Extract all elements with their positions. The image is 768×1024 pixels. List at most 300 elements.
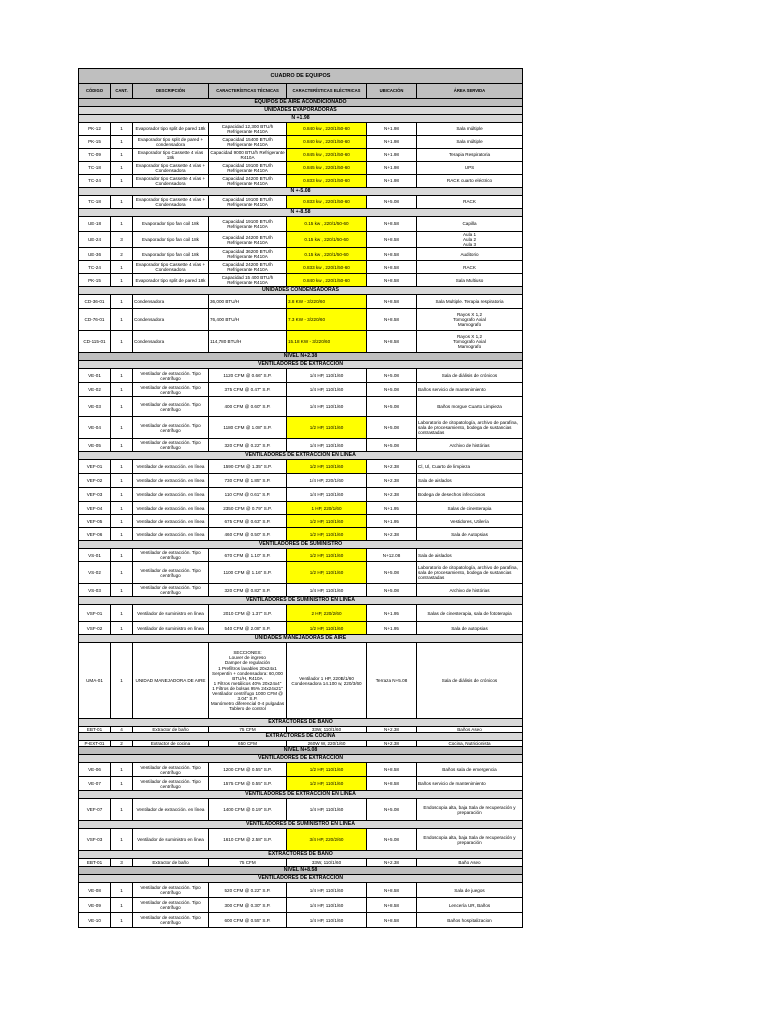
cell-caracteristicas-tecnicas: 1610 CFM @ 2.58" S.P. bbox=[209, 829, 287, 851]
subsection-title: VENTILADORES DE EXTRACCIÓN bbox=[79, 361, 523, 369]
cell-area-servida: UPS bbox=[417, 162, 523, 175]
cell-area-servida: RACK bbox=[417, 261, 523, 274]
cell-cantidad: 1 bbox=[111, 777, 133, 791]
cell-caracteristicas-tecnicas: Capacidad 15 400 BTU/h Refrigerante R410A bbox=[209, 274, 287, 287]
cell-cantidad: 3 bbox=[111, 232, 133, 248]
cell-area-servida: Archivo de histórias bbox=[417, 584, 523, 597]
cell-cantidad: 1 bbox=[111, 439, 133, 452]
subsection-header-row bbox=[79, 107, 523, 115]
cell-ubicacion: N+2.38 bbox=[367, 859, 417, 867]
cell-caracteristicas-tecnicas: 114,780 BTU/H bbox=[209, 331, 287, 353]
subsection-header-row bbox=[79, 791, 523, 799]
cell-area-servida: Baños hospitalizacion bbox=[417, 913, 523, 928]
subsection-title: VENTILADORES DE EXTRACCIÓN bbox=[79, 875, 523, 883]
cell-caracteristicas-electricas: 0.840 kw , 220/1/50-60 bbox=[287, 136, 367, 149]
cell-descripcion: Evaporador tipo Cassette 4 vías + Condensadora bbox=[133, 162, 209, 175]
section-band-title: NIVEL N+8.58 bbox=[79, 867, 523, 875]
table-row bbox=[79, 515, 523, 528]
table-row bbox=[79, 369, 523, 383]
cell-caracteristicas-tecnicas: Capacidad 24200 BTU/h Refrigerante R410A bbox=[209, 261, 287, 274]
cell-codigo: TC-24 bbox=[79, 261, 111, 274]
cell-ubicacion: N+5.08 bbox=[367, 369, 417, 383]
cell-cantidad: 1 bbox=[111, 474, 133, 488]
cell-caracteristicas-tecnicas: 650 CFM bbox=[209, 741, 287, 747]
cell-caracteristicas-electricas: 0.833 kw , 220/1/50-60 bbox=[287, 175, 367, 188]
cell-codigo: VS-01 bbox=[79, 549, 111, 562]
cell-codigo: VE-06 bbox=[79, 763, 111, 777]
cell-descripcion: Extractor de baño bbox=[133, 727, 209, 733]
cell-codigo: VSF-02 bbox=[79, 622, 111, 635]
cell-descripcion: Ventilador de extracción. Tipo centrífugo bbox=[133, 383, 209, 397]
subsection-title: EXTRACTORES DE COCINA bbox=[79, 733, 523, 741]
table-row bbox=[79, 829, 523, 851]
cell-area-servida: Bodega de desechos infecciosos bbox=[417, 488, 523, 502]
cell-ubicacion: N+1.95 bbox=[367, 515, 417, 528]
cell-cantidad: 1 bbox=[111, 149, 133, 162]
table-row bbox=[79, 460, 523, 474]
cell-codigo: PK-12 bbox=[79, 123, 111, 136]
cell-ubicacion: N+8.58 bbox=[367, 248, 417, 261]
cell-ubicacion: N+5.08 bbox=[367, 799, 417, 821]
cell-descripcion: Ventilador de extracción. Tipo centrífugo bbox=[133, 763, 209, 777]
cell-caracteristicas-electricas: 1/2 HP, 110/1/60 bbox=[287, 417, 367, 439]
cell-descripcion: Extractor de cocina bbox=[133, 741, 209, 747]
cell-caracteristicas-electricas: 1/2 HP, 110/1/60 bbox=[287, 777, 367, 791]
cell-codigo: TC-18 bbox=[79, 196, 111, 209]
cell-descripcion: UNIDAD MANEJADORA DE AIRE bbox=[133, 643, 209, 719]
section-band-title: NIVEL N+2.38 bbox=[79, 353, 523, 361]
section-band-row bbox=[79, 747, 523, 755]
cell-caracteristicas-tecnicas: Capacidad 12,300 BTU/h Refrigerante R410A bbox=[209, 123, 287, 136]
cell-area-servida: Sala de Autopsias bbox=[417, 528, 523, 541]
cell-ubicacion: N+5.08 bbox=[367, 196, 417, 209]
cell-caracteristicas-tecnicas: Capacidad 24200 BTU/h Refrigerante R410A bbox=[209, 232, 287, 248]
cell-caracteristicas-electricas: 7.3 KW - 3/220/60 bbox=[287, 309, 367, 331]
cell-caracteristicas-electricas: 1/2 HP, 110/1/60 bbox=[287, 562, 367, 584]
cell-caracteristicas-electricas: 1/4 HP, 220/1/60 bbox=[287, 474, 367, 488]
cell-descripcion: Evaporador tipo Cassette 4 vías + Condensadora bbox=[133, 196, 209, 209]
cell-area-servida: Endoscopia alta, baja Sala de recuperación y preparación bbox=[417, 829, 523, 851]
cell-ubicacion: N+8.58 bbox=[367, 777, 417, 791]
cell-cantidad: 1 bbox=[111, 123, 133, 136]
subsection-header-row bbox=[79, 821, 523, 829]
table-row bbox=[79, 488, 523, 502]
cell-area-servida: Baños morgue Cuarto Limpieza bbox=[417, 397, 523, 417]
cell-caracteristicas-tecnicas: 1120 CFM @ 0.66" S.P. bbox=[209, 369, 287, 383]
cell-caracteristicas-tecnicas: 2010 CFM @ 1.37" S.P. bbox=[209, 605, 287, 622]
cell-caracteristicas-electricas: 0.833 kw , 220/1/50-60 bbox=[287, 261, 367, 274]
cell-codigo: VS-03 bbox=[79, 584, 111, 597]
cell-descripcion: Ventilador de extracción. en línea bbox=[133, 474, 209, 488]
cell-area-servida: Baños servicio de mantenimiento bbox=[417, 777, 523, 791]
cell-area-servida: Aula 1 Aula 2 Aula 3 bbox=[417, 232, 523, 248]
cell-caracteristicas-electricas: 1/2 HP, 110/1/60 bbox=[287, 460, 367, 474]
column-header-caracteristicas-tecnicas: CARACTERÍSTICAS TÉCNICAS bbox=[209, 84, 287, 99]
cell-codigo: PK-15 bbox=[79, 274, 111, 287]
cell-descripcion: Ventilador de extracción. Tipo centrífugo bbox=[133, 417, 209, 439]
cell-cantidad: 3 bbox=[111, 859, 133, 867]
cell-area-servida: Baños sala de emergencia bbox=[417, 763, 523, 777]
cell-ubicacion: N+2.38 bbox=[367, 460, 417, 474]
table-row bbox=[79, 562, 523, 584]
cell-area-servida: Laboratorio de citopatología, archivo de parafina, sala de procesamiento, bodega de sustancias contrastadas bbox=[417, 562, 523, 584]
cell-area-servida: Sala de diálisis de crónicos bbox=[417, 643, 523, 719]
cell-codigo: TC-09 bbox=[79, 149, 111, 162]
cell-caracteristicas-tecnicas: 670 CFM @ 1.10" S.P. bbox=[209, 549, 287, 562]
table-row bbox=[79, 859, 523, 867]
cell-codigo: VEF-07 bbox=[79, 799, 111, 821]
cell-area-servida: Baño Aseo bbox=[417, 859, 523, 867]
subsection-title: UNIDADES CONDENSADORAS bbox=[79, 287, 523, 295]
cell-area-servida: Laboratorio de citopatología, archivo de parafina, sala de procesamiento, bodega de sustancias contrastadas bbox=[417, 417, 523, 439]
table-row bbox=[79, 383, 523, 397]
table-row bbox=[79, 232, 523, 248]
cell-area-servida: Cl, Ul, Cuarto de limpieza bbox=[417, 460, 523, 474]
cell-caracteristicas-tecnicas: 1180 CFM @ 1.08" S.P. bbox=[209, 417, 287, 439]
cell-ubicacion: N+8.58 bbox=[367, 309, 417, 331]
table-row bbox=[79, 799, 523, 821]
cell-area-servida: Capilla bbox=[417, 217, 523, 232]
cell-descripcion: Ventilador de extracción. Tipo centrífugo bbox=[133, 439, 209, 452]
cell-caracteristicas-electricas: 1/4 HP, 110/1/60 bbox=[287, 799, 367, 821]
cell-caracteristicas-tecnicas: 36,000 BTU/H bbox=[209, 295, 287, 309]
cell-ubicacion: N+1.98 bbox=[367, 136, 417, 149]
cell-area-servida: Sala múltiple bbox=[417, 123, 523, 136]
cell-cantidad: 1 bbox=[111, 383, 133, 397]
cell-ubicacion: N+8.58 bbox=[367, 883, 417, 898]
cell-codigo: UE-36 bbox=[79, 248, 111, 261]
cell-descripcion: Evaporador tipo Cassette 4 vías 18k bbox=[133, 149, 209, 162]
cell-caracteristicas-tecnicas: Capacidad 19100 BTU/h Refrigerante R410A bbox=[209, 162, 287, 175]
cell-caracteristicas-electricas: 1/4 HP, 110/1/60 bbox=[287, 913, 367, 928]
cell-descripcion: Ventilador de suministro en línea bbox=[133, 829, 209, 851]
cell-caracteristicas-tecnicas: 1575 CFM @ 0.55" S.P. bbox=[209, 777, 287, 791]
cell-descripcion: Condensadora bbox=[133, 295, 209, 309]
cell-caracteristicas-electricas: 0.833 kw , 220/1/50-60 bbox=[287, 196, 367, 209]
table-row bbox=[79, 549, 523, 562]
cell-cantidad: 1 bbox=[111, 136, 133, 149]
cell-codigo: VE-03 bbox=[79, 397, 111, 417]
cell-caracteristicas-electricas: 1/2 HP, 110/1/60 bbox=[287, 763, 367, 777]
cell-cantidad: 1 bbox=[111, 515, 133, 528]
subsection-title: N +-5.08 bbox=[79, 188, 523, 196]
cell-codigo: EBT-01 bbox=[79, 859, 111, 867]
subsection-title: VENTILADORES DE SUMINISTRO EN LINEA bbox=[79, 821, 523, 829]
table-row bbox=[79, 584, 523, 597]
subsection-title: EXTRACTORES DE BAÑO bbox=[79, 719, 523, 727]
cell-ubicacion: N+1.98 bbox=[367, 123, 417, 136]
cell-area-servida: Baños Aseo bbox=[417, 727, 523, 733]
cell-caracteristicas-tecnicas: 320 CFM @ 0.82" S.P. bbox=[209, 584, 287, 597]
subsection-header-row bbox=[79, 597, 523, 605]
cell-descripcion: Evaporador tipo split de pared 18k bbox=[133, 274, 209, 287]
cell-caracteristicas-electricas: 1/2 HP, 110/1/60 bbox=[287, 549, 367, 562]
cell-caracteristicas-tecnicas: 400 CFM @ 0.60" S.P. bbox=[209, 397, 287, 417]
cell-codigo: UMA-01 bbox=[79, 643, 111, 719]
cell-area-servida: Terapia Respiratoria bbox=[417, 149, 523, 162]
table-row bbox=[79, 913, 523, 928]
cell-caracteristicas-tecnicas: 1400 CFM @ 0.19" S.P. bbox=[209, 799, 287, 821]
cell-caracteristicas-electricas: 0.845 kw , 220/1/50-60 bbox=[287, 162, 367, 175]
cell-caracteristicas-electricas: 15.18 KW - 3/220/60 bbox=[287, 331, 367, 353]
cell-cantidad: 1 bbox=[111, 622, 133, 635]
cell-caracteristicas-tecnicas: 520 CFM @ 0.22" S.P. bbox=[209, 883, 287, 898]
table-row bbox=[79, 397, 523, 417]
cell-caracteristicas-electricas: 1/2 HP, 110/1/60 bbox=[287, 515, 367, 528]
subsection-header-row bbox=[79, 188, 523, 196]
cell-cantidad: 1 bbox=[111, 217, 133, 232]
cell-cantidad: 1 bbox=[111, 162, 133, 175]
cell-caracteristicas-tecnicas: 540 CFM @ 2.08" S.P. bbox=[209, 622, 287, 635]
cell-ubicacion: N+1.98 bbox=[367, 175, 417, 188]
table-row bbox=[79, 274, 523, 287]
cell-descripcion: Evaporador tipo fan coil 18k bbox=[133, 248, 209, 261]
cell-descripcion: Ventilador de extracción. en línea bbox=[133, 502, 209, 515]
cell-caracteristicas-tecnicas: 675 CFM @ 0.63" S.P. bbox=[209, 515, 287, 528]
cell-ubicacion: N+2.38 bbox=[367, 488, 417, 502]
cell-caracteristicas-tecnicas: 320 CFM @ 0.22" S.P. bbox=[209, 439, 287, 452]
subsection-header-row bbox=[79, 755, 523, 763]
cell-cantidad: 1 bbox=[111, 643, 133, 719]
cell-descripcion: Condensadora bbox=[133, 331, 209, 353]
cell-codigo: PK-15 bbox=[79, 136, 111, 149]
table-row bbox=[79, 175, 523, 188]
cell-cantidad: 1 bbox=[111, 261, 133, 274]
equipment-schedule-table bbox=[78, 68, 523, 928]
cell-cantidad: 2 bbox=[111, 741, 133, 747]
cell-caracteristicas-tecnicas: 110 CFM @ 0.61" S.P. bbox=[209, 488, 287, 502]
cell-codigo: VEF-02 bbox=[79, 474, 111, 488]
subsection-title: VENTILADORES DE EXTRACCIÓN EN LINEA bbox=[79, 452, 523, 460]
table-row bbox=[79, 309, 523, 331]
cell-caracteristicas-tecnicas: 300 CFM @ 0.30" S.P. bbox=[209, 898, 287, 913]
cell-cantidad: 1 bbox=[111, 829, 133, 851]
cell-area-servida: Salas de cinesterapia bbox=[417, 502, 523, 515]
cell-descripcion: Ventilador de suministro en línea bbox=[133, 622, 209, 635]
cell-caracteristicas-electricas: 2 HP, 220/2/60 bbox=[287, 605, 367, 622]
cell-descripcion: Ventilador de extracción. en línea bbox=[133, 515, 209, 528]
subsection-header-row bbox=[79, 209, 523, 217]
cell-ubicacion: N+2.38 bbox=[367, 528, 417, 541]
cell-cantidad: 1 bbox=[111, 502, 133, 515]
cell-cantidad: 1 bbox=[111, 369, 133, 383]
table-row bbox=[79, 643, 523, 719]
cell-caracteristicas-electricas: 3.8 KW - 3/220/60 bbox=[287, 295, 367, 309]
cell-caracteristicas-electricas: 33W, 110/1/60 bbox=[287, 859, 367, 867]
cell-caracteristicas-tecnicas: Capacidad 19100 BTU/h Refrigerante R410A bbox=[209, 217, 287, 232]
cell-area-servida: Sala de diálisis de crónicos bbox=[417, 369, 523, 383]
cell-descripcion: Ventilador de extracción. Tipo centrífugo bbox=[133, 777, 209, 791]
cell-codigo: CD-115-01 bbox=[79, 331, 111, 353]
cell-ubicacion: N+5.08 bbox=[367, 417, 417, 439]
cell-cantidad: 1 bbox=[111, 883, 133, 898]
cell-caracteristicas-tecnicas: 76,400 BTU/H bbox=[209, 309, 287, 331]
cell-caracteristicas-electricas: 1/2 HP, 110/1/60 bbox=[287, 528, 367, 541]
cell-ubicacion: N+8.58 bbox=[367, 898, 417, 913]
cell-area-servida: Sala de autopsias bbox=[417, 622, 523, 635]
cell-descripcion: Evaporador tipo Cassette 4 vías + Condensadora bbox=[133, 175, 209, 188]
cell-area-servida: Sala Multiuso bbox=[417, 274, 523, 287]
cell-cantidad: 1 bbox=[111, 584, 133, 597]
cell-codigo: VEF-01 bbox=[79, 460, 111, 474]
cell-caracteristicas-electricas: 1 HP, 220/1/60 bbox=[287, 502, 367, 515]
cell-ubicacion: N+1.95 bbox=[367, 622, 417, 635]
cell-descripcion: Evaporador tipo Cassette 4 vías + Condensadora bbox=[133, 261, 209, 274]
cell-descripcion: Ventilador de suministro en línea bbox=[133, 605, 209, 622]
cell-area-servida: Rayos X 1,2 Tomografo Axial Mamografo bbox=[417, 331, 523, 353]
cell-codigo: TC-18 bbox=[79, 162, 111, 175]
cell-descripcion: Evaporador tipo fan coil 18k bbox=[133, 217, 209, 232]
cell-descripcion: Ventilador de extracción. Tipo centrífugo bbox=[133, 369, 209, 383]
cell-cantidad: 1 bbox=[111, 549, 133, 562]
cell-area-servida: Endoscopia alta, baja Sala de recuperación y preparación bbox=[417, 799, 523, 821]
cell-caracteristicas-tecnicas: 375 CFM @ 0.47" S.P. bbox=[209, 383, 287, 397]
table-row bbox=[79, 622, 523, 635]
cell-descripcion: Evaporador tipo split de pared 18k bbox=[133, 123, 209, 136]
cell-caracteristicas-electricas: 0.840 kw , 220/1/50-60 bbox=[287, 274, 367, 287]
cell-area-servida: Rayos X 1,2 Tomografo Axial Mamografo bbox=[417, 309, 523, 331]
cell-ubicacion: N+5.08 bbox=[367, 439, 417, 452]
subsection-header-row bbox=[79, 361, 523, 369]
cell-codigo: VE-08 bbox=[79, 883, 111, 898]
cell-ubicacion: N+1.98 bbox=[367, 149, 417, 162]
cell-codigo: VSF-01 bbox=[79, 605, 111, 622]
subsection-header-row bbox=[79, 287, 523, 295]
section-band-row bbox=[79, 867, 523, 875]
table-row bbox=[79, 474, 523, 488]
cell-codigo: VEF-03 bbox=[79, 488, 111, 502]
cell-codigo: VE-07 bbox=[79, 777, 111, 791]
cell-caracteristicas-tecnicas: 1200 CFM @ 0.55" S.P. bbox=[209, 763, 287, 777]
table-row bbox=[79, 777, 523, 791]
cell-caracteristicas-electricas: 0.845 kw , 220/1/50-60 bbox=[287, 149, 367, 162]
cell-codigo: UE-18 bbox=[79, 217, 111, 232]
table-row bbox=[79, 149, 523, 162]
table-row bbox=[79, 217, 523, 232]
table-row bbox=[79, 123, 523, 136]
cell-caracteristicas-electricas: 1/4 HP, 110/1/60 bbox=[287, 439, 367, 452]
cell-codigo: EBT-01 bbox=[79, 727, 111, 733]
cell-caracteristicas-tecnicas: SECCIONES: Louver de ingreso Damper de regulación 1 Prefiltros lavables 20x24x1 Serpentín + condensadora: 60,000 BTU/H, R410A 1 Filtros metálicos 40% 20x24x4" 1 Filtros de bolsas 95% 24x24x21" Ventilador centrífugo 1000 CFM @ 3.04" S.P. Manómetro diferencial 0-4 pulgadas Tablero de control bbox=[209, 643, 287, 719]
cell-ubicacion: N+8.58 bbox=[367, 295, 417, 309]
table-row bbox=[79, 295, 523, 309]
cell-area-servida: Auditorio bbox=[417, 248, 523, 261]
cell-descripcion: Ventilador de extracción. en línea bbox=[133, 488, 209, 502]
subsection-title: UNIDADES MANEJADORAS DE AIRE bbox=[79, 635, 523, 643]
cell-descripcion: Ventilador de extracción. Tipo centrífugo bbox=[133, 913, 209, 928]
cell-cantidad: 1 bbox=[111, 331, 133, 353]
cell-caracteristicas-electricas: 1/4 HP, 110/1/60 bbox=[287, 369, 367, 383]
cell-ubicacion: N+5.08 bbox=[367, 829, 417, 851]
cell-caracteristicas-tecnicas: 75 CFM bbox=[209, 859, 287, 867]
column-header-caracteristicas-electricas: CARACTERÍSTICAS ELÉCTRICAS bbox=[287, 84, 367, 99]
cell-cantidad: 1 bbox=[111, 898, 133, 913]
cell-codigo: UE-24 bbox=[79, 232, 111, 248]
cell-codigo: VE-09 bbox=[79, 898, 111, 913]
cell-cantidad: 4 bbox=[111, 727, 133, 733]
cell-codigo: VE-01 bbox=[79, 369, 111, 383]
cell-caracteristicas-electricas: 0.15 kw , 220/1/50-60 bbox=[287, 232, 367, 248]
cell-caracteristicas-tecnicas: 75 CFM bbox=[209, 727, 287, 733]
cell-cantidad: 1 bbox=[111, 196, 133, 209]
cell-area-servida: Baños servicio de mantenimiento bbox=[417, 383, 523, 397]
cell-ubicacion: N+1.98 bbox=[367, 162, 417, 175]
cell-descripcion: Evaporador tipo fan coil 18k bbox=[133, 232, 209, 248]
cell-descripcion: Ventilador de extracción. Tipo centrífugo bbox=[133, 883, 209, 898]
cell-area-servida: Sala Multiple. Terapia respiratoria bbox=[417, 295, 523, 309]
cell-ubicacion: N+2.38 bbox=[367, 741, 417, 747]
cell-ubicacion: N+5.08 bbox=[367, 397, 417, 417]
subsection-header-row bbox=[79, 875, 523, 883]
cell-ubicacion: N+8.58 bbox=[367, 232, 417, 248]
table-row bbox=[79, 898, 523, 913]
cell-descripcion: Evaporador tipo split de pared + condensadora bbox=[133, 136, 209, 149]
column-header-row bbox=[79, 84, 523, 99]
cell-ubicacion: Terraza N+5.08 bbox=[367, 643, 417, 719]
cell-cantidad: 1 bbox=[111, 913, 133, 928]
cell-caracteristicas-tecnicas: 1590 CFM @ 1.35" S.P. bbox=[209, 460, 287, 474]
cell-caracteristicas-tecnicas: Capacidad 24200 BTU/h Refrigerante R410A bbox=[209, 175, 287, 188]
cell-area-servida: Sala de aislados bbox=[417, 474, 523, 488]
cell-caracteristicas-tecnicas: 460 CFM @ 0.50" S.P. bbox=[209, 528, 287, 541]
cell-caracteristicas-electricas: 1/2 HP, 110/1/60 bbox=[287, 622, 367, 635]
cell-area-servida: RACK cuarto eléctrico bbox=[417, 175, 523, 188]
cell-caracteristicas-electricas: 1/4 HP, 110/1/60 bbox=[287, 883, 367, 898]
cell-ubicacion: N+2.38 bbox=[367, 474, 417, 488]
cell-ubicacion: N+8.58 bbox=[367, 261, 417, 274]
cell-codigo: VEF-06 bbox=[79, 528, 111, 541]
cell-codigo: VS-02 bbox=[79, 562, 111, 584]
cell-caracteristicas-electricas: 1/4 HP, 110/1/60 bbox=[287, 584, 367, 597]
subsection-title: VENTILADORES DE SUMINISTRO bbox=[79, 541, 523, 549]
cell-cantidad: 1 bbox=[111, 175, 133, 188]
table-row bbox=[79, 528, 523, 541]
cell-cantidad: 1 bbox=[111, 799, 133, 821]
cell-descripcion: Ventilador de extracción. Tipo centrífugo bbox=[133, 562, 209, 584]
cell-caracteristicas-tecnicas: 730 CFM @ 1.85" S.P. bbox=[209, 474, 287, 488]
cell-codigo: TC-24 bbox=[79, 175, 111, 188]
cell-cantidad: 2 bbox=[111, 248, 133, 261]
cell-caracteristicas-electricas: 1/4 HP, 110/1/60 bbox=[287, 898, 367, 913]
cell-cantidad: 1 bbox=[111, 295, 133, 309]
table-row bbox=[79, 136, 523, 149]
subsection-header-row bbox=[79, 635, 523, 643]
sheet-title: CUADRO DE EQUIPOS bbox=[79, 69, 523, 84]
cell-descripcion: Ventilador de extracción. en línea bbox=[133, 799, 209, 821]
subsection-title: VENTILADORES DE EXTRACCIÓN bbox=[79, 755, 523, 763]
column-header-ubicacion: UBICACIÓN bbox=[367, 84, 417, 99]
cell-caracteristicas-tecnicas: Capacidad 19100 BTU/h Refrigerante R410A bbox=[209, 196, 287, 209]
subsection-title: N +1.98 bbox=[79, 115, 523, 123]
cell-area-servida: Sala de juegos bbox=[417, 883, 523, 898]
table-row bbox=[79, 248, 523, 261]
cell-codigo: VEF-04 bbox=[79, 502, 111, 515]
table-row bbox=[79, 261, 523, 274]
cell-caracteristicas-tecnicas: 1100 CFM @ 1.16" S.P. bbox=[209, 562, 287, 584]
cell-caracteristicas-electricas: 0.840 kw , 220/1/50-60 bbox=[287, 123, 367, 136]
cell-descripcion: Extractor de baño bbox=[133, 859, 209, 867]
cell-descripcion: Ventilador de extracción. Tipo centrífugo bbox=[133, 898, 209, 913]
cell-codigo: VE-05 bbox=[79, 439, 111, 452]
cell-caracteristicas-electricas: 33W, 110/1/60 bbox=[287, 727, 367, 733]
cell-codigo: VE-02 bbox=[79, 383, 111, 397]
cell-caracteristicas-electricas: 1/4 HP, 110/1/60 bbox=[287, 383, 367, 397]
cell-ubicacion: N+8.58 bbox=[367, 331, 417, 353]
cell-cantidad: 1 bbox=[111, 417, 133, 439]
table-row bbox=[79, 331, 523, 353]
cell-ubicacion: N+12.08 bbox=[367, 549, 417, 562]
section-band-row bbox=[79, 99, 523, 107]
